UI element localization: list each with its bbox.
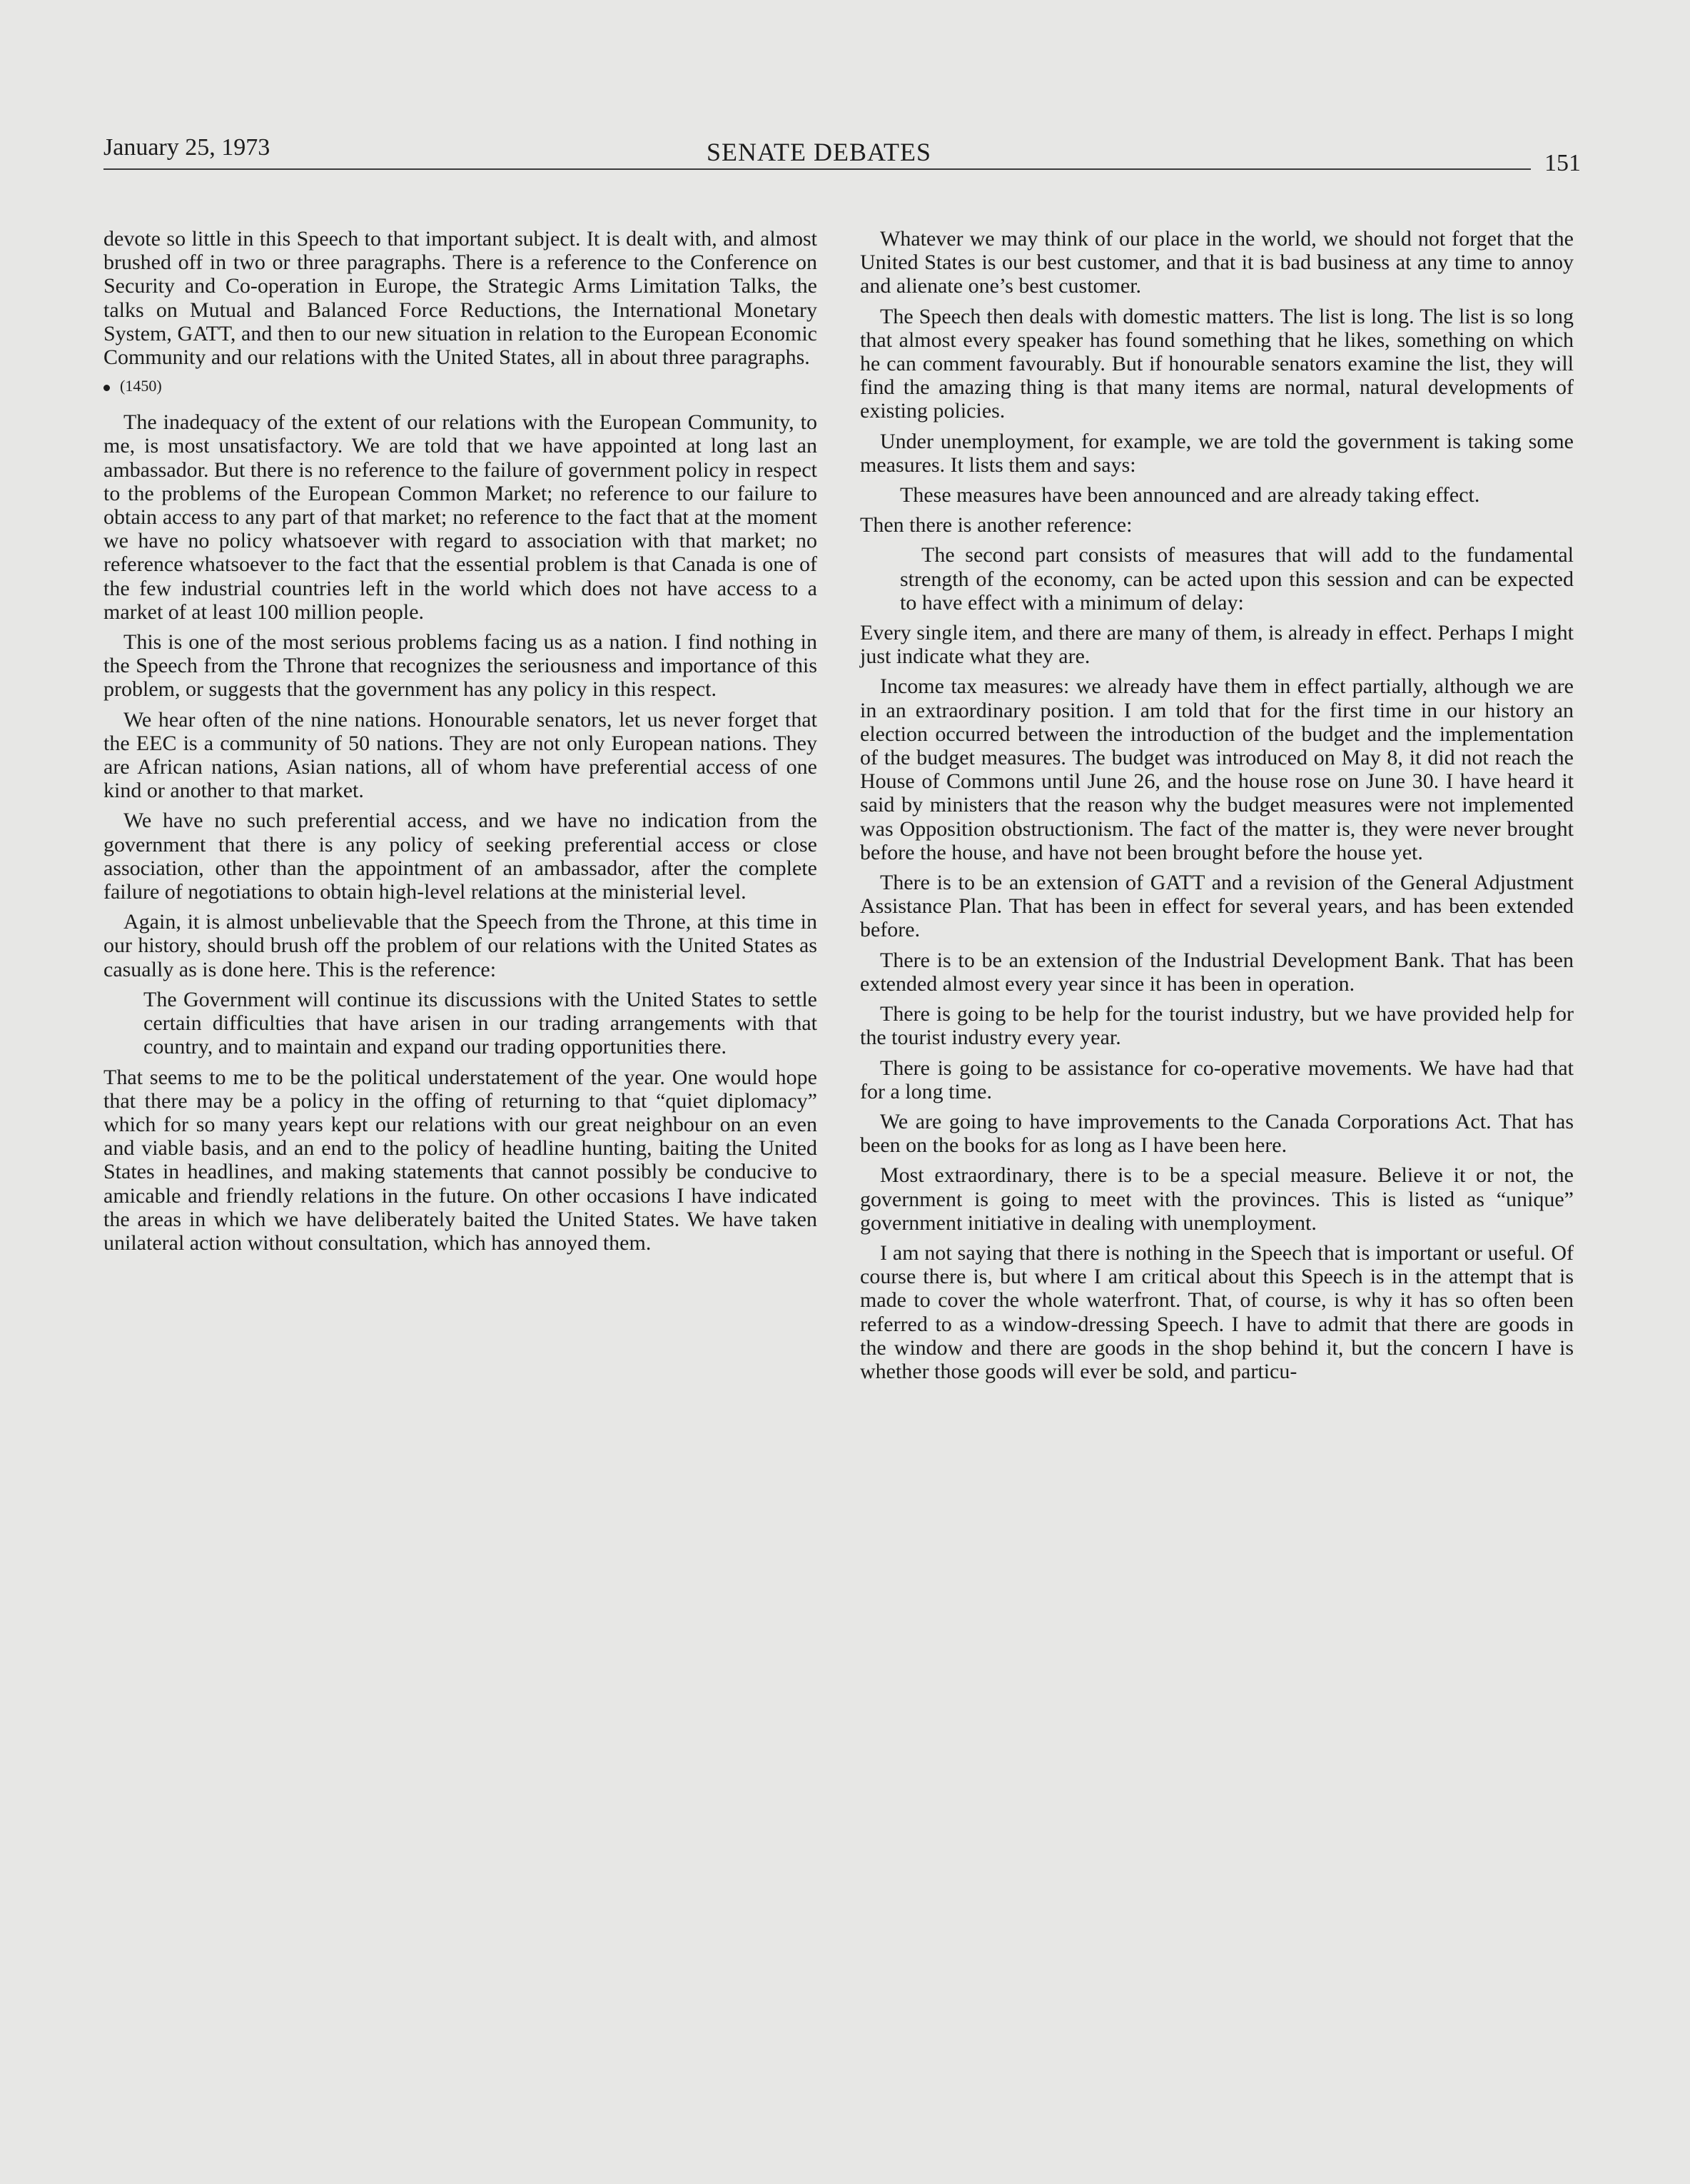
page-header [103, 134, 1581, 177]
paragraph: There is going to be assistance for co-operative movements. We have had that for a long time. [860, 1056, 1574, 1103]
paragraph: The Speech then deals with domestic matters. The list is long. The list is so long that almost every speaker has found something that he likes, something on which he can comment favourably. But if honourable senators examine the list, they will find the amazing thing is that many items are normal, natural developments of existing policies. [860, 304, 1574, 423]
paragraph: Then there is another reference: [860, 513, 1133, 537]
paragraph: Whatever we may think of our place in the world, we should not forget that the United States is our best customer, and that it is bad business at any time to annoy and alienate one’s best customer. [860, 227, 1574, 298]
paragraph: Under unemployment, for example, we are told the government is taking some measures. It lists them and says: [860, 429, 1574, 477]
paragraph: We hear often of the nine nations. Honourable senators, let us never forget that the EEC is a community of 50 nations. They are not only European nations. They are African nations, Asian nations, all of whom have preferential access of one kind or another to that market. [103, 707, 817, 803]
paragraph: We have no such preferential access, and we have no indication from the government that there is any policy of seeking preferential access or close association, other than the appointment of an ambassador, after the complete failure of negotiations to obtain high-level relations at the ministerial level. [103, 809, 817, 904]
right-column [860, 227, 1574, 1390]
bullet-icon [103, 385, 110, 391]
left-column [103, 227, 817, 1261]
paragraph: devote so little in this Speech to that important subject. It is dealt with, and almost brushed off in two or three paragraphs. There is a reference to the Conference on Security and Co-operation in Europe, the Strategic Arms Limitation Talks, the talks on Mutual and Balanced Force Reductions, the International Monetary System, GATT, and then to our new situation in relation to the European Economic Community and our relations with the United States, all in about three paragraphs. [103, 227, 817, 370]
paragraph: I am not saying that there is nothing in the Speech that is important or useful. Of course there is, but where I am critical about this Speech is in the attempt that is made to cover the whole waterfront. That, of course, is why it has so often been referred to as a window-dressing Speech. I have to admit that there are goods in the window and there are goods in the shop behind it, but the concern I have is whether those goods will ever be sold, and particu- [860, 1240, 1574, 1383]
time-marker-text: (1450) [120, 377, 162, 395]
header-title: SENATE DEBATES [707, 138, 932, 166]
paragraph: Again, it is almost unbelievable that the Speech from the Throne, at this time in our history, should brush off the problem of our relations with the United States as casually as is done here. This is the reference: [103, 910, 817, 981]
paragraph: That seems to me to be the political understatement of the year. One would hope that there may be a policy in the offing of returning to that “quiet diplomacy” which for so many years kept our relations with our great neighbour on an even and viable basis, and an end to the policy of headline hunting, baiting the United States in headlines, and making statements that cannot possibly be conducive to amicable and friendly relations in the future. On other occasions I have indicated the areas in which we have deliberately baited the United States. We have taken unilateral action without consultation, which has annoyed them. [103, 1065, 817, 1255]
quotation: The Government will continue its discussions with the United States to settle certain difficulties that have arisen in our trading arrangements with that country, and to maintain and expand our trading opportunities there. [143, 987, 817, 1059]
header-date: January 25, 1973 [103, 134, 270, 161]
paragraph: Most extraordinary, there is to be a special measure. Believe it or not, the government is going to meet with the provinces. This is listed as “unique” government initiative in dealing with unemployment. [860, 1163, 1574, 1235]
header-rule [103, 168, 1531, 170]
paragraph: There is to be an extension of the Industrial Development Bank. That has been extended almost every year since it has been in operation. [860, 948, 1574, 996]
page-number: 151 [1544, 150, 1581, 176]
paragraph: We are going to have improvements to the Canada Corporations Act. That has been on the books for as long as I have been here. [860, 1109, 1574, 1158]
paragraph: There is going to be help for the tourist industry, but we have provided help for the tourist industry every year. [860, 1002, 1574, 1050]
paragraph: The inadequacy of the extent of our relations with the European Community, to me, is most unsatisfactory. We are told that we have appointed at long last an ambassador. But there is no reference to the failure of government policy in respect to the problems of the European Common Market; no reference to our failure to obtain access to any part of that market; no reference to the fact that at the moment we have no policy whatsoever with regard to association with that market; no reference whatsoever to the fact that the essential problem is that Canada is one of the few industrial countries left in the world which does not have access to a market of at least 100 million people. [103, 410, 817, 624]
paragraph: Every single item, and there are many of them, is already in effect. Perhaps I might just indicate what they are. [860, 621, 1574, 669]
paragraph: This is one of the most serious problems facing us as a nation. I find nothing in the Speech from the Throne that recognizes the seriousness and importance of this problem, or suggests that the government has any policy in this respect. [103, 630, 817, 702]
paragraph: Income tax measures: we already have them in effect partially, although we are in an extraordinary position. I am told that for the first time in our history an election occurred between the introduction of the budget and the implementation of the budget measures. The budget was introduced on May 8, it did not reach the House of Commons until June 26, and the house rose on June 30. I have heard it said by ministers that the reason why the budget measures were not implemented was Opposition obstructionism. The fact of the matter is, they were never brought before the house, and have not been brought before the house yet. [860, 674, 1574, 864]
quotation: The second part consists of measures that will add to the fundamental strength of the economy, can be acted upon this session and can be expected to have effect with a minimum of delay: [900, 543, 1574, 615]
paragraph: There is to be an extension of GATT and a revision of the General Adjustment Assistance Plan. That has been in effect for several years, and has been extended before. [860, 871, 1574, 942]
quotation: These measures have been announced and are already taking effect. [900, 483, 1480, 507]
time-marker [103, 378, 817, 395]
